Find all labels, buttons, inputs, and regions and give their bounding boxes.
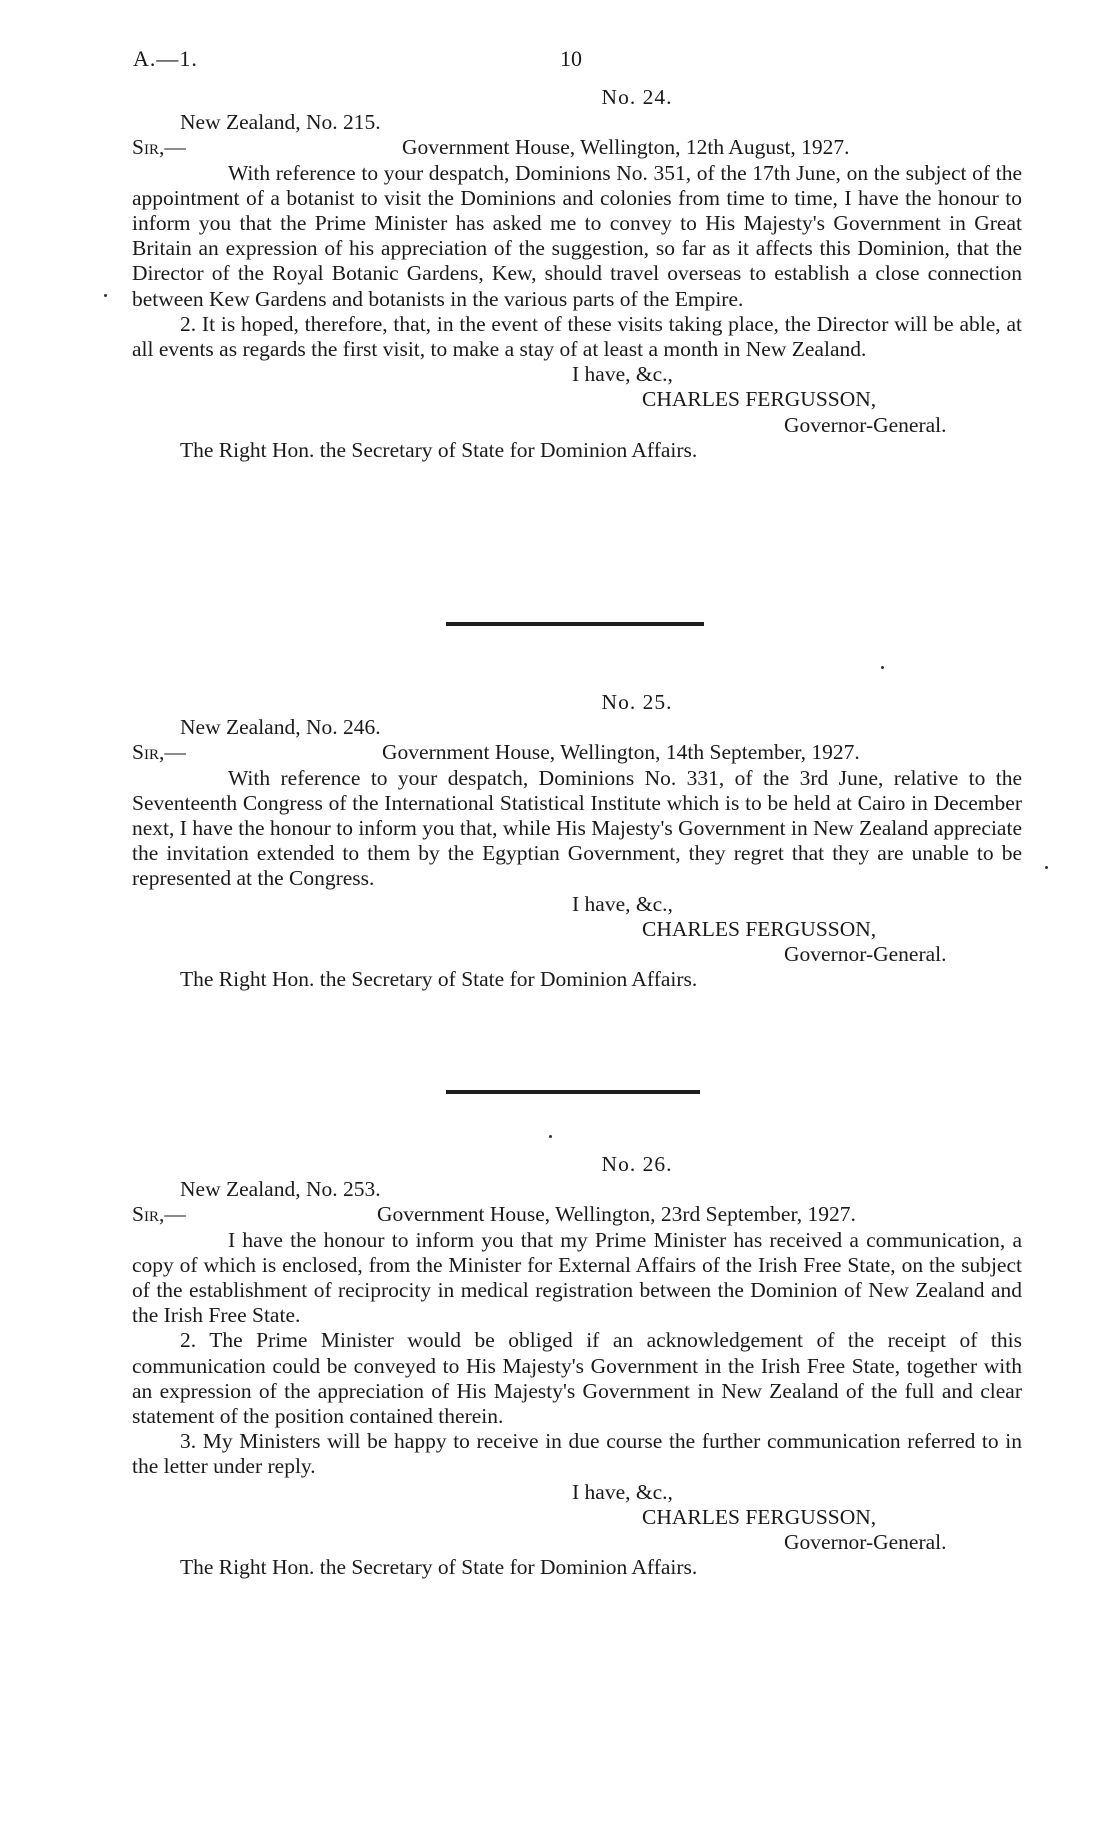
closing: I have, &c.,: [572, 1479, 673, 1504]
closing: I have, &c.,: [572, 891, 673, 916]
letter-number: No. 25.: [601, 690, 673, 714]
closing: I have, &c.,: [572, 362, 673, 387]
scan-speck: [549, 1135, 552, 1138]
scan-speck: [104, 294, 107, 297]
signatory: CHARLES FERGUSSON,: [642, 916, 877, 941]
place-date: Government House, Wellington, 23rd September, 1927.: [377, 1202, 856, 1227]
salutation-line: [132, 1202, 1022, 1227]
letter-number: No. 26.: [601, 1152, 673, 1176]
salutation-line: [132, 135, 1022, 160]
paragraph: With reference to your despatch, Dominions No. 351, of the 17th June, on the subject of the appointment of a botanist to visit the Dominions and colonies from time to time, I have the honour to inform you that the Prime Minister has asked me to convey to His Majesty's Government in Great Britain an expression of his appreciation of the suggestion, so far as it affects this Dominion, that the Director of the Royal Botanic Gardens, Kew, should travel overseas to establish a close connection between Kew Gardens and botanists in the various parts of the Empire.: [132, 160, 1022, 311]
addressee: The Right Hon. the Secretary of State for Dominion Affairs.: [180, 437, 698, 462]
place-date: Government House, Wellington, 12th August, 1927.: [402, 135, 850, 160]
section-divider: [446, 622, 704, 626]
place-date: Government House, Wellington, 14th September, 1927.: [382, 740, 860, 765]
addressee: The Right Hon. the Secretary of State for Dominion Affairs.: [180, 967, 698, 992]
letter-reference: New Zealand, No. 246.: [180, 715, 381, 740]
document-code: A.—1.: [133, 46, 198, 71]
letter-25: [132, 690, 1022, 992]
salutation: Sir,—: [132, 740, 186, 765]
salutation-line: [132, 740, 1022, 765]
letter-number: No. 24.: [601, 85, 673, 109]
scan-speck: [881, 666, 884, 669]
paragraph: 3. My Ministers will be happy to receive in due course the further communication referred to in the letter under reply.: [132, 1429, 1022, 1479]
letter-reference: New Zealand, No. 253.: [180, 1177, 381, 1202]
signatory: CHARLES FERGUSSON,: [642, 387, 877, 412]
section-divider: [446, 1090, 700, 1094]
paragraph: I have the honour to inform you that my Prime Minister has received a communication, a copy of which is enclosed, from the Minister for External Affairs of the Irish Free State, on the subject of the establishment of reciprocity in medical registration between the Dominion of New Zealand and the Irish Free State.: [132, 1227, 1022, 1328]
paragraph: 2. It is hoped, therefore, that, in the event of these visits taking place, the Director will be able, at all events as regards the first visit, to make a stay of at least a month in New Zealand.: [132, 311, 1022, 362]
signatory: CHARLES FERGUSSON,: [642, 1504, 877, 1529]
addressee: The Right Hon. the Secretary of State for Dominion Affairs.: [180, 1555, 698, 1580]
page-number: 10: [560, 46, 582, 71]
signatory-title: Governor-General.: [784, 942, 947, 967]
letter-reference: New Zealand, No. 215.: [180, 110, 381, 135]
signatory-title: Governor-General.: [784, 412, 947, 437]
letter-26: [132, 1152, 1022, 1580]
salutation: Sir,—: [132, 135, 186, 160]
scan-speck: [1045, 866, 1048, 869]
paragraph: With reference to your despatch, Dominions No. 331, of the 3rd June, relative to the Seventeenth Congress of the International Statistical Institute which is to be held at Cairo in December next, I have the honour to inform you that, while His Majesty's Government in New Zealand appreciate the invitation extended to them by the Egyptian Government, they regret that they are unable to be represented at the Congress.: [132, 765, 1022, 891]
salutation: Sir,—: [132, 1202, 186, 1227]
letter-24: [132, 85, 1022, 463]
signatory-title: Governor-General.: [784, 1530, 947, 1555]
paragraph: 2. The Prime Minister would be obliged if an acknowledgement of the receipt of this communication could be conveyed to His Majesty's Government in the Irish Free State, together with an expression of the appreciation of His Majesty's Government in New Zealand of the full and clear statement of the position contained therein.: [132, 1328, 1022, 1429]
